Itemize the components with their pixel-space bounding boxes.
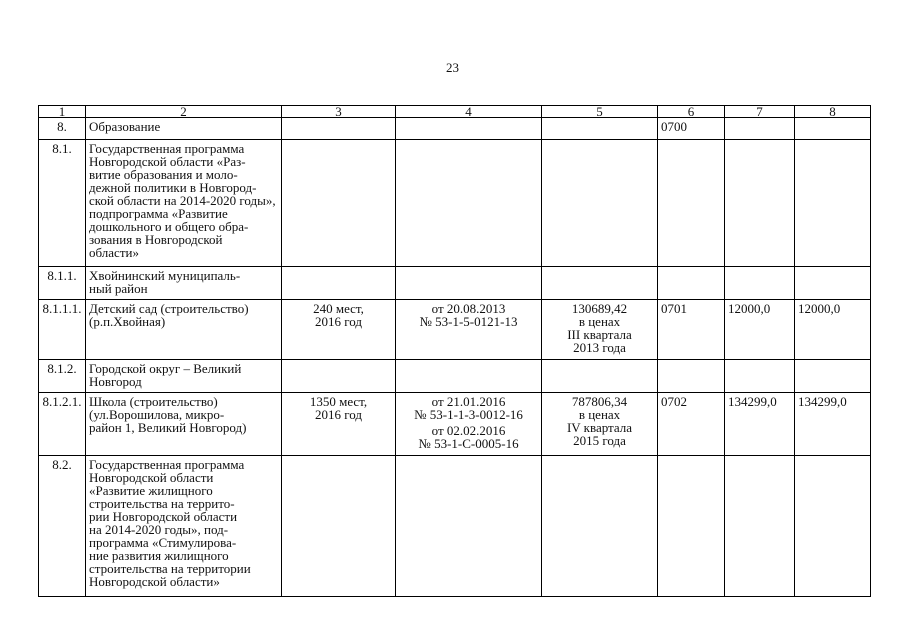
row-number: 8.1.1.1. bbox=[39, 300, 86, 360]
column-header: 8 bbox=[795, 106, 871, 118]
amount-cell bbox=[795, 360, 871, 393]
amount-cell bbox=[795, 140, 871, 267]
header-row bbox=[39, 106, 871, 118]
row-number: 8.1. bbox=[39, 140, 86, 267]
code-cell: 0702 bbox=[658, 393, 725, 456]
code-cell bbox=[658, 360, 725, 393]
document-cell bbox=[396, 456, 542, 597]
budget-table bbox=[38, 105, 871, 597]
page-number: 23 bbox=[446, 60, 459, 75]
column-header: 5 bbox=[542, 106, 658, 118]
column-header: 1 bbox=[39, 106, 86, 118]
table-row bbox=[39, 267, 871, 300]
amount-cell bbox=[725, 267, 795, 300]
document-text: от 21.01.2016 № 53-1-1-3-0012-16 bbox=[414, 394, 523, 422]
document-cell bbox=[396, 267, 542, 300]
code-cell: 0700 bbox=[658, 118, 725, 140]
code-cell bbox=[658, 456, 725, 597]
column-header: 2 bbox=[86, 106, 282, 118]
table-row bbox=[39, 140, 871, 267]
capacity-cell bbox=[282, 267, 396, 300]
estimate-cell bbox=[542, 267, 658, 300]
table-row bbox=[39, 393, 871, 456]
document-text-secondary: от 02.02.2016 № 53-1-С-0005-16 bbox=[418, 423, 519, 451]
row-number: 8.1.1. bbox=[39, 267, 86, 300]
estimate-cell bbox=[542, 140, 658, 267]
column-header: 6 bbox=[658, 106, 725, 118]
capacity-cell bbox=[282, 456, 396, 597]
document-cell bbox=[396, 393, 542, 456]
column-header: 7 bbox=[725, 106, 795, 118]
estimate-cell bbox=[542, 360, 658, 393]
capacity-cell bbox=[282, 118, 396, 140]
capacity-cell bbox=[282, 140, 396, 267]
code-cell: 0701 bbox=[658, 300, 725, 360]
estimate-cell bbox=[542, 456, 658, 597]
document-cell bbox=[396, 140, 542, 267]
amount-cell bbox=[795, 456, 871, 597]
table-row bbox=[39, 456, 871, 597]
row-number: 8.1.2. bbox=[39, 360, 86, 393]
estimate-cell: 787806,34 в ценах IV квартала 2015 года bbox=[542, 393, 658, 456]
row-name: Хвойнинский муниципаль- ный район bbox=[86, 267, 282, 300]
row-name: Государственная программа Новгородской области «Раз- витие образования и моло- дежной политики в Новгород- ской области на 2014-2020 годы», подпрограмма «Развитие дошкольного и общего обра- зования в Новгородской области» bbox=[86, 140, 282, 267]
amount-cell bbox=[725, 456, 795, 597]
table-row bbox=[39, 118, 871, 140]
column-header: 4 bbox=[396, 106, 542, 118]
amount-cell bbox=[795, 118, 871, 140]
table-row bbox=[39, 360, 871, 393]
amount-cell: 12000,0 bbox=[795, 300, 871, 360]
amount-cell: 134299,0 bbox=[725, 393, 795, 456]
amount-cell: 12000,0 bbox=[725, 300, 795, 360]
estimate-cell: 130689,42 в ценах III квартала 2013 года bbox=[542, 300, 658, 360]
code-cell bbox=[658, 267, 725, 300]
row-number: 8.1.2.1. bbox=[39, 393, 86, 456]
amount-cell bbox=[725, 140, 795, 267]
capacity-cell: 1350 мест, 2016 год bbox=[282, 393, 396, 456]
amount-cell bbox=[725, 360, 795, 393]
row-name: Детский сад (строительство) (р.п.Хвойная) bbox=[86, 300, 282, 360]
amount-cell bbox=[795, 267, 871, 300]
row-name: Городской округ – Великий Новгород bbox=[86, 360, 282, 393]
row-name: Школа (строительство) (ул.Ворошилова, микро- район 1, Великий Новгород) bbox=[86, 393, 282, 456]
amount-cell: 134299,0 bbox=[795, 393, 871, 456]
code-cell bbox=[658, 140, 725, 267]
capacity-cell bbox=[282, 360, 396, 393]
amount-cell bbox=[725, 118, 795, 140]
row-name: Государственная программа Новгородской области «Развитие жилищного строительства на террито- рии Новгородской области на 2014-2020 годы», под- программа «Стимулирова- ние развития жилищного строительства на территории Новгородской области» bbox=[86, 456, 282, 597]
table-row bbox=[39, 300, 871, 360]
row-number: 8. bbox=[39, 118, 86, 140]
row-name: Образование bbox=[86, 118, 282, 140]
estimate-cell bbox=[542, 118, 658, 140]
row-number: 8.2. bbox=[39, 456, 86, 597]
document-text: от 20.08.2013 № 53-1-5-0121-13 bbox=[419, 301, 518, 329]
document-cell bbox=[396, 300, 542, 360]
column-header: 3 bbox=[282, 106, 396, 118]
document-cell bbox=[396, 360, 542, 393]
capacity-cell: 240 мест, 2016 год bbox=[282, 300, 396, 360]
document-cell bbox=[396, 118, 542, 140]
